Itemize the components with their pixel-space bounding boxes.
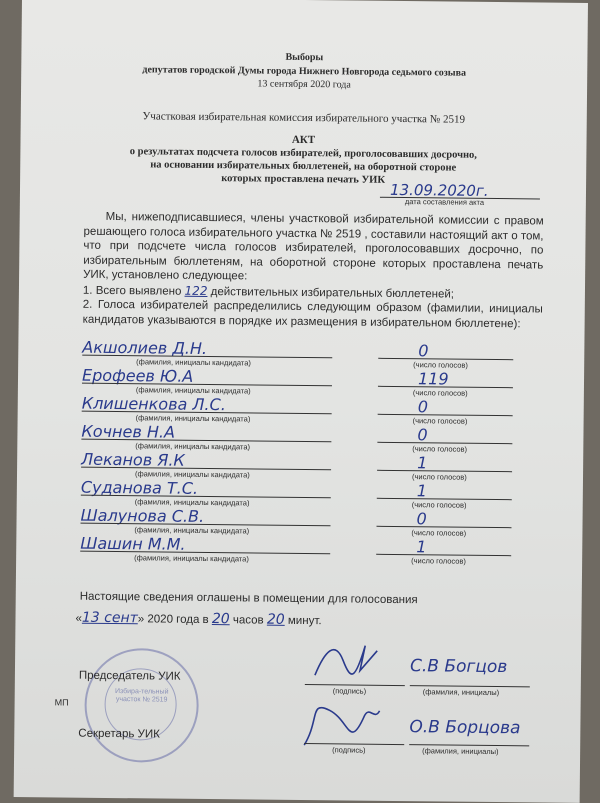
- election-date: 13 сентября 2020 года: [257, 78, 351, 91]
- votes-caption: (число голосов): [412, 416, 468, 426]
- candidate-votes: 0: [418, 341, 429, 361]
- votes-caption: (число голосов): [411, 500, 467, 510]
- candidate-votes: 1: [416, 537, 427, 557]
- candidate-name: Шалунова С.В.: [80, 505, 205, 526]
- chair-name-caption: (фамилия, инициалы): [422, 687, 500, 698]
- stamp-text: Избира-тельный участок № 2519: [114, 688, 169, 704]
- candidate-name: Суданова Т.С.: [80, 477, 199, 498]
- act-subtitle-2: на основании избирательных бюллетеней, на оборотной стороне: [150, 159, 457, 174]
- candidate-caption: (фамилия, инициалы кандидата): [134, 497, 250, 508]
- secretary-name-caption: (фамилия, инициалы): [422, 746, 499, 757]
- candidate-caption: (фамилия, инициалы кандидата): [136, 357, 251, 368]
- election-title: Выборы: [285, 51, 324, 64]
- announcement-day: 13 сент: [81, 609, 138, 627]
- candidate-caption: (фамилия, инициалы кандидата): [134, 553, 249, 564]
- candidate-votes: 1: [417, 453, 428, 473]
- candidate-name: Ерофеев Ю.А: [81, 365, 194, 386]
- secretary-label: Секретарь УИК: [78, 727, 160, 741]
- hours-word: часов: [232, 614, 264, 627]
- votes-caption: (число голосов): [413, 360, 468, 370]
- open-quote: «: [75, 612, 82, 625]
- candidate-caption: (фамилия, инициалы кандидата): [135, 385, 251, 396]
- candidate-votes: 1: [416, 481, 428, 501]
- act-title: АКТ: [291, 133, 316, 147]
- votes-caption: (число голосов): [411, 472, 467, 482]
- commission-stamp: [84, 648, 199, 763]
- announcement-hour: 20: [211, 611, 230, 628]
- seal-mark: МП: [54, 697, 69, 708]
- document-page: [14, 0, 588, 803]
- valid-ballots-value: 122: [184, 283, 208, 298]
- year-text: 2020 года в: [147, 613, 209, 627]
- distribution-paragraph: 2. Голоса избирателей распределились следующим образом (фамилии, инициалы кандидатов указываются в порядке их размещения в избирательном бюллетене):: [82, 298, 543, 330]
- candidate-votes: 119: [417, 369, 449, 389]
- candidate-votes: 0: [417, 397, 429, 417]
- election-subtitle: депутатов городской Думы города Нижнего Новгорода седьмого созыва: [142, 64, 467, 79]
- act-date-handwritten: 13.09.2020г.: [389, 180, 489, 200]
- date-caption: дата составления акта: [404, 197, 485, 207]
- candidate-caption: (фамилия, инициалы кандидата): [135, 441, 251, 452]
- votes-caption: (число голосов): [411, 528, 467, 538]
- chair-label: Председатель УИК: [78, 669, 181, 683]
- candidate-name: Кочнев Н.А: [81, 421, 176, 442]
- chair-sign-caption: (подпись): [332, 686, 367, 696]
- chair-name: С.В Богцов: [409, 656, 508, 678]
- candidate-name: Клишенкова Л.С.: [81, 393, 226, 415]
- candidate-name: Акшолиев Д.Н.: [82, 337, 208, 358]
- candidate-caption: (фамилия, инициалы кандидата): [135, 413, 251, 424]
- votes-caption: (число голосов): [412, 388, 468, 398]
- valid-ballots-prefix: 1. Всего выявлено: [82, 284, 182, 298]
- act-subtitle-3: которых проставлена печать УИК: [221, 173, 386, 186]
- candidate-caption: (фамилия, инициалы кандидата): [134, 525, 250, 536]
- candidate-caption: (фамилия, инициалы кандидата): [134, 469, 250, 480]
- announcement-time: [75, 610, 321, 629]
- chair-signature: [305, 630, 386, 691]
- announcement-minute: 20: [266, 611, 285, 628]
- act-body: [83, 210, 544, 332]
- votes-caption: (число голосов): [412, 444, 468, 454]
- announcement-text: Настоящие сведения оглашены в помещении для голосования: [79, 590, 418, 607]
- candidate-votes: 0: [417, 425, 428, 445]
- intro-paragraph: Мы, нижеподписавшиеся, члены участковой избирательной комиссии с правом решающего голоса избирательного участка № 2519 , составили настоящий акт о том, что при подсчете числа голосов избирателей, проголосовавших досрочно, по избирательным бюллетеням, на оборотной стороне которых проставлена печать УИК, установлено следующее:: [83, 210, 544, 283]
- valid-ballots-suffix: действительных избирательных бюллетеней;: [210, 285, 455, 301]
- candidate-name: Шашин М.М.: [80, 533, 186, 554]
- candidate-name: Леканов Я.К: [81, 449, 185, 470]
- secretary-name: О.В Борцова: [409, 717, 521, 739]
- votes-caption: (число голосов): [411, 556, 466, 566]
- secretary-sign-caption: (подпись): [332, 745, 366, 755]
- act-subtitle-1: о результатах подсчета голосов избирателей, проголосовавших досрочно,: [129, 146, 478, 161]
- candidate-votes: 0: [416, 509, 427, 529]
- minutes-word: минут.: [287, 614, 322, 628]
- commission-name: Участковая избирательная комиссия избирательного участка № 2519: [142, 110, 466, 126]
- close-quote: »: [137, 613, 145, 626]
